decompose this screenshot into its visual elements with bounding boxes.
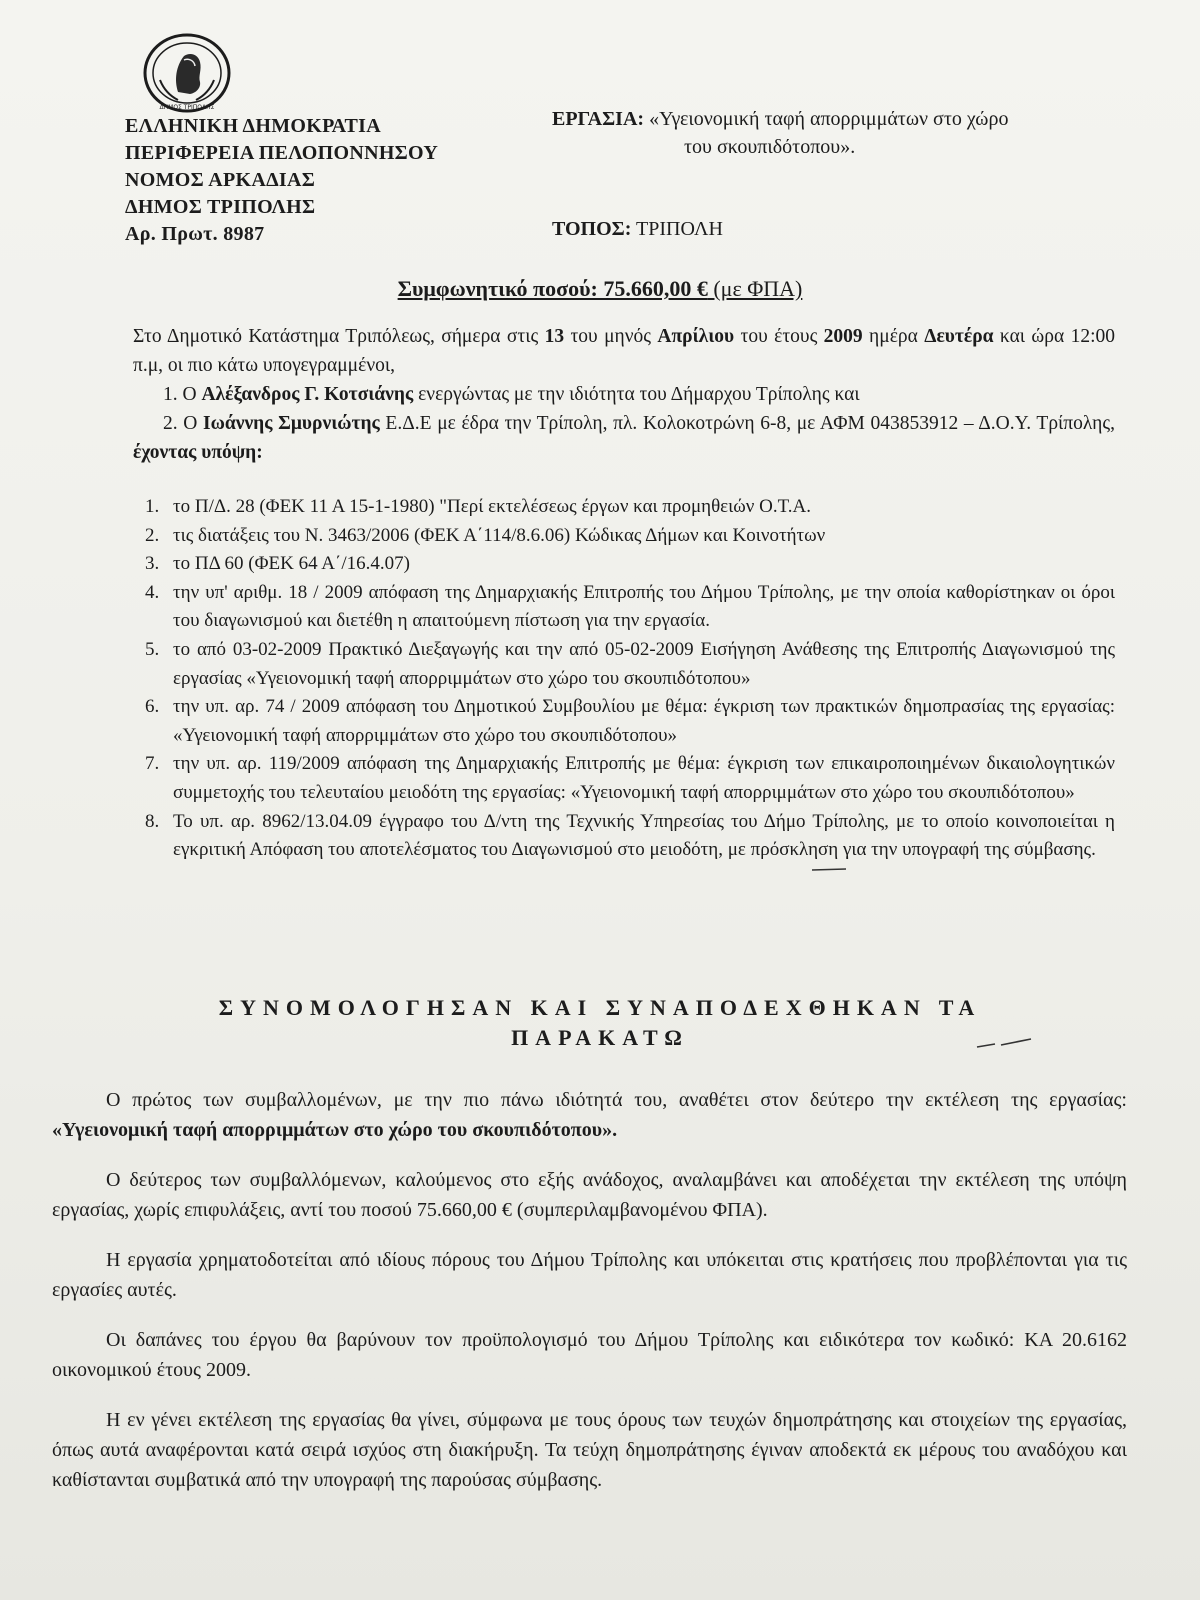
seal-emblem-icon	[140, 30, 234, 116]
party-prefix: 1. Ο	[163, 384, 202, 405]
list-item	[133, 693, 1115, 750]
work-label: ΕΡΓΑΣΙΑ:	[552, 108, 645, 130]
item-number: 5.	[145, 638, 160, 660]
parties-list	[133, 380, 1115, 467]
item-text: το ΠΔ 60 (ΦΕΚ 64 Α΄/16.4.07)	[173, 553, 410, 575]
intro-text: και ώρα 12:00 π.μ, οι πιο κάτω υπογεγραμμένοι,	[133, 326, 1115, 376]
list-item	[133, 493, 1115, 522]
item-number: 8.	[145, 810, 160, 832]
protocol-number: Αρ. Πρωτ. 8987	[125, 223, 265, 245]
item-number: 3.	[145, 553, 160, 575]
intro-weekday: Δευτέρα	[924, 326, 994, 347]
header-line: ΠΕΡΙΦΕΡΕΙΑ ΠΕΛΟΠΟΝΝΗΣΟΥ	[125, 142, 439, 164]
party-role: Ε.Δ.Ε με έδρα την Τρίπολη, πλ. Κολοκοτρώνη 6-8, με ΑΦΜ 043853912 – Δ.Ο.Υ. Τρίπολης,	[379, 413, 1115, 434]
list-item	[133, 808, 1115, 865]
item-text: τις διατάξεις του Ν. 3463/2006 (ΦΕΚ Α΄114/8.6.06) Κώδικας Δήμων και Κοινοτήτων	[173, 524, 826, 546]
body-paragraph	[52, 1085, 1127, 1145]
item-text: την υπ. αρ. 119/2009 απόφαση της Δημαρχιακής Επιτροπής με θέμα: έγκριση των επικαιροποιημένων δικαιολογητικών συμμετοχής του τελευταίου μειοδότη της εργασίας: «Υγειονομική ταφή απορριμμάτων στο χώρο του σκουπιδότοπου»	[173, 753, 1115, 803]
intro-month: Απρίλιου	[657, 326, 735, 347]
body-paragraph: Η εν γένει εκτέλεση της εργασίας θα γίνει, σύμφωνα με τους όρους των τευχών δημοπράτησης και στοιχείων της εργασίας, όπως αυτά αναφέρονται κατά σειρά ισχύος στη διακήρυξη. Τα τεύχη δημοπράτησης έγιναν αποδεκτά εκ μέρους του αναδόχου και καθίστανται συμβατικά από την υπογραφή της παρούσας σύμβασης.	[52, 1409, 1127, 1491]
agreement-amount-title	[0, 276, 1200, 302]
municipality-seal-logo	[140, 30, 234, 116]
item-number: 6.	[145, 696, 160, 718]
amount-label: Συμφωνητικό ποσού: 75.660,00 €	[397, 276, 708, 301]
list-item	[133, 522, 1115, 551]
item-text: την υπ. αρ. 74 / 2009 απόφαση του Δημοτικού Συμβουλίου με θέμα: έγκριση των πρακτικών δημοπρασίας της εργασίας: «Υγειονομική ταφή απορριμμάτων στο χώρο του σκουπιδότοπου»	[173, 696, 1115, 746]
intro-text: του μηνός	[564, 326, 658, 347]
list-item	[133, 750, 1115, 807]
party-name: Ιωάννης Σμυρνιώτης	[203, 413, 380, 434]
contract-intro	[133, 322, 1115, 467]
item-text: το Π/Δ. 28 (ΦΕΚ 11 Α 15-1-1980) "Περί εκτελέσεως έργων και προμηθειών Ο.Τ.Α.	[173, 496, 812, 517]
contract-body	[52, 1085, 1127, 1515]
intro-text: του έτους	[734, 326, 824, 347]
intro-day: 13	[544, 326, 565, 347]
considerations-list	[133, 493, 1115, 865]
paragraph-text: Ο πρώτος των συμβαλλομένων, με την πιο πάνω ιδιότητά του, αναθέτει στον δεύτερο την εκτέλεση της εργασίας:	[106, 1089, 1127, 1111]
work-value: «Υγειονομική ταφή απορριμμάτων στο χώρο	[649, 108, 1009, 130]
place-label: ΤΟΠΟΣ:	[552, 218, 632, 240]
item-number: 4.	[145, 581, 160, 603]
header-line: ΝΟΜΟΣ ΑΡΚΑΔΙΑΣ	[125, 169, 316, 191]
list-item	[133, 550, 1115, 579]
item-text: την υπ' αριθμ. 18 / 2009 απόφαση της Δημαρχιακής Επιτροπής του Δήμου Τρίπολης, με την οποία καθορίστηκαν οι όροι του διαγωνισμού και διετέθη η απαιτούμενη πίστωση για την εργασία.	[173, 581, 1115, 632]
work-title	[552, 105, 1112, 161]
svg-text:ΔΗΜΟΣ ΤΡΙΠΟΛΗΣ: ΔΗΜΟΣ ΤΡΙΠΟΛΗΣ	[159, 104, 215, 111]
party-2	[133, 409, 1115, 467]
amount-suffix: (με ΦΠΑ)	[707, 276, 803, 301]
party-role: ενεργώντας με την ιδιότητα του Δήμαρχου Τρίπολης και	[413, 384, 860, 405]
issuer-header	[125, 113, 438, 248]
item-text: Το υπ. αρ. 8962/13.04.09 έγγραφο του Δ/ντη της Τεχνικής Υπηρεσίας του Δήμο Τρίπολης, με το οποίο κοινοποιείται η εγκριτική Απόφαση του αποτελέσματος του Διαγωνισμού στο μειοδότη, με πρόσκληση για την υπογραφή της σύμβασης.	[173, 810, 1115, 861]
list-item	[133, 636, 1115, 693]
agreed-heading-line: ΣΥΝΟΜΟΛΟΓΗΣΑΝ ΚΑΙ ΣΥΝΑΠΟΔΕΧΘΗΚΑΝ ΤΑ	[218, 995, 982, 1020]
work-name: «Υγειονομική ταφή απορριμμάτων στο χώρο του σκουπιδότοπου».	[52, 1119, 618, 1141]
pen-mark	[810, 862, 850, 874]
party-1	[133, 380, 1115, 409]
body-paragraph: Η εργασία χρηματοδοτείται από ιδίους πόρους του Δήμου Τρίπολης και υπόκειται στις κρατήσεις που προβλέπονται για τις εργασίες αυτές.	[52, 1249, 1127, 1301]
intro-paragraph	[133, 322, 1115, 380]
header-line: ΕΛΛΗΝΙΚΗ ΔΗΜΟΚΡΑΤΙΑ	[125, 115, 381, 137]
pen-mark	[975, 1035, 1035, 1055]
party-prefix: 2. Ο	[163, 413, 204, 434]
body-paragraph: Οι δαπάνες του έργου θα βαρύνουν τον προϋπολογισμό του Δήμου Τρίπολης και ειδικότερα τον κωδικό: ΚΑ 20.6162 οικονομικού έτους 2009.	[52, 1329, 1127, 1381]
place	[552, 218, 723, 241]
header-line: ΔΗΜΟΣ ΤΡΙΠΟΛΗΣ	[125, 196, 316, 218]
intro-text: Στο Δημοτικό Κατάστημα Τριπόλεως, σήμερα στις	[133, 326, 545, 347]
body-paragraph: Ο δεύτερος των συμβαλλόμενων, καλούμενος στο εξής ανάδοχος, αναλαμβάνει και αποδέχεται την εκτέλεση της υπόψη εργασίας, χωρίς επιφυλάξεις, αντί του ποσού 75.660,00 € (συμπεριλαμβανομένου ΦΠΑ).	[52, 1169, 1127, 1221]
considering-label: έχοντας υπόψη:	[133, 442, 263, 463]
item-number: 1.	[145, 496, 160, 517]
item-number: 2.	[145, 524, 160, 546]
item-text: το από 03-02-2009 Πρακτικό Διεξαγωγής και την από 05-02-2009 Εισήγηση Ανάθεσης της Επιτροπής Διαγωνισμού της εργασίας «Υγειονομική ταφή απορριμμάτων στο χώρο του σκουπιδότοπου»	[173, 638, 1115, 689]
list-item	[133, 579, 1115, 636]
agreed-heading-line: ΠΑΡΑΚΑΤΩ	[511, 1025, 689, 1050]
work-value-cont: του σκουπιδότοπου».	[684, 136, 856, 158]
party-name: Αλέξανδρος Γ. Κοτσιάνης	[201, 384, 414, 405]
place-value: ΤΡΙΠΟΛΗ	[636, 218, 723, 240]
intro-year: 2009	[823, 326, 863, 347]
item-number: 7.	[145, 753, 160, 775]
intro-text: ημέρα	[862, 326, 925, 347]
